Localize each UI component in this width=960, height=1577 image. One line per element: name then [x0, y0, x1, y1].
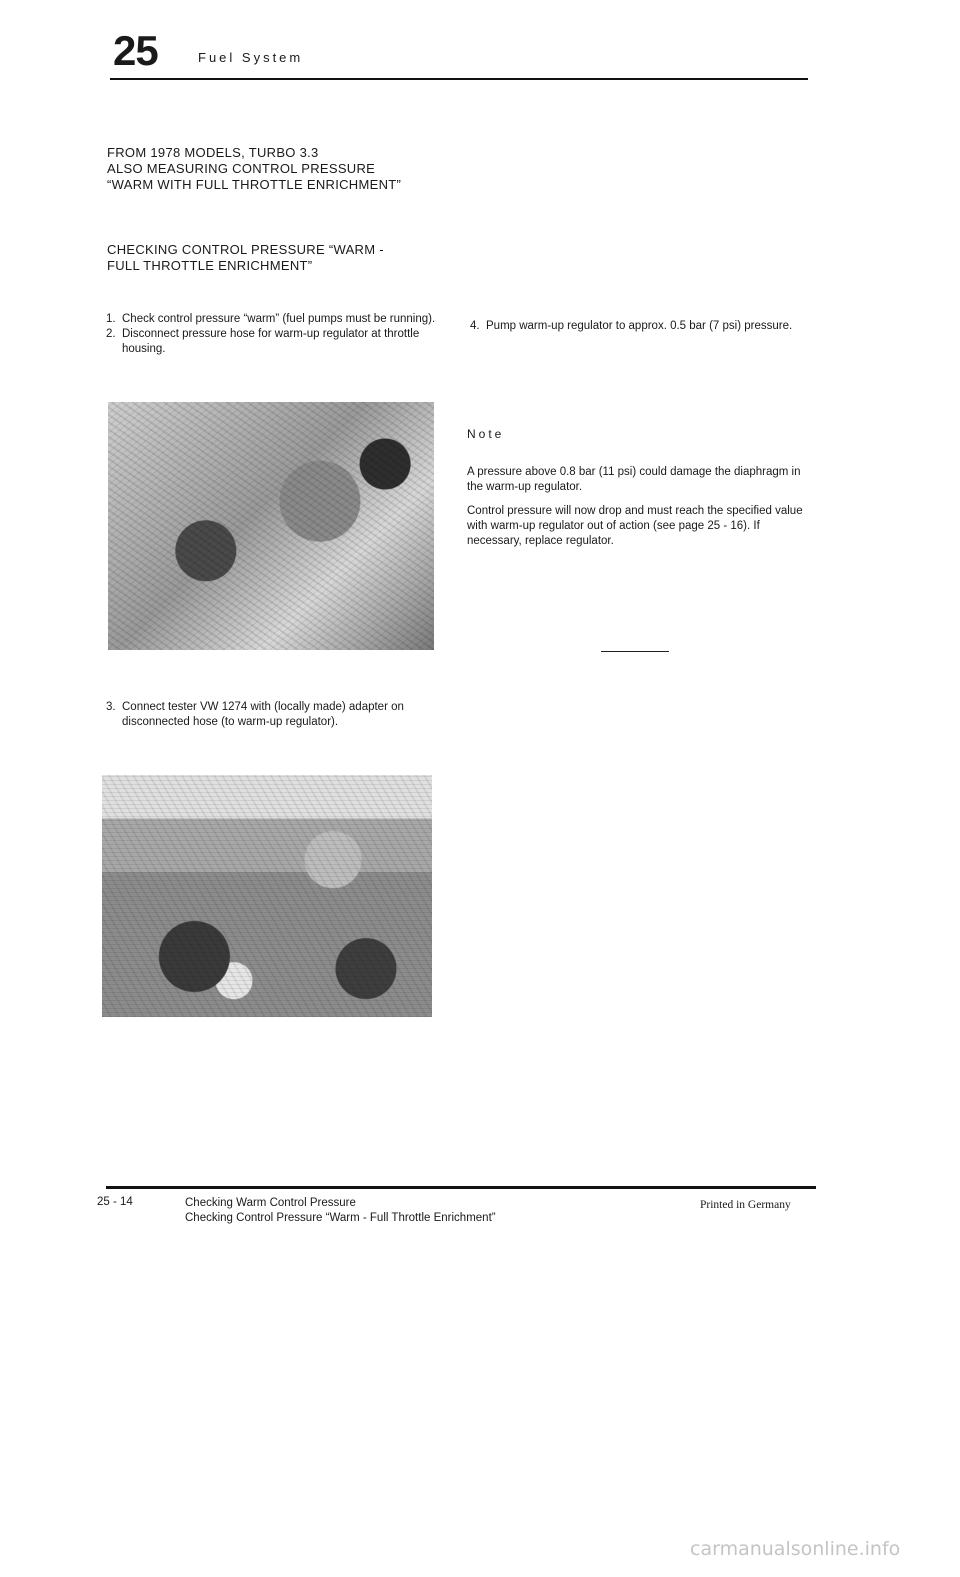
steps-4: [470, 319, 820, 334]
steps-1-2: [106, 312, 458, 357]
step-1: [106, 312, 458, 327]
step-text: Disconnect pressure hose for warm-up regulator at throttle housing.: [122, 328, 420, 355]
section-title: Fuel System: [198, 50, 304, 65]
note-paragraph-1: A pressure above 0.8 bar (11 psi) could damage the diaphragm in the warm-up regulator.: [467, 466, 801, 493]
intro-heading: [107, 145, 467, 193]
step-number: 4.: [470, 320, 480, 332]
step-4: [470, 319, 820, 334]
step-2: [106, 327, 458, 357]
intro-line-1: FROM 1978 MODELS, TURBO 3.3: [107, 145, 319, 160]
note-title: Note: [467, 427, 505, 441]
end-of-section-rule: [601, 651, 669, 652]
step-number: 1.: [106, 313, 116, 325]
footer-title-2: Checking Control Pressure “Warm - Full Throttle Enrichment”: [185, 1212, 496, 1224]
procedure-heading-line-1: CHECKING CONTROL PRESSURE “WARM -: [107, 242, 384, 257]
step-text: Check control pressure “warm” (fuel pumps must be running).: [122, 313, 436, 325]
watermark: carmanualsonline.info: [690, 1538, 901, 1560]
step-3: [106, 700, 458, 730]
step-text: Pump warm-up regulator to approx. 0.5 bar (7 psi) pressure.: [486, 320, 793, 332]
steps-3: [106, 700, 458, 730]
step-text: Connect tester VW 1274 with (locally made) adapter on disconnected hose (to warm-up regulator).: [122, 701, 404, 728]
step-number: 3.: [106, 701, 116, 713]
section-number: 25: [113, 27, 158, 74]
footer-title-1: Checking Warm Control Pressure: [185, 1197, 356, 1209]
page-number: 25 - 14: [97, 1196, 133, 1208]
printed-in-label: Printed in Germany: [700, 1199, 791, 1211]
note-paragraph-2: Control pressure will now drop and must reach the specified value with warm-up regulator out of action (see page 25 - 16). If necessary, replace regulator.: [467, 505, 803, 547]
intro-line-3: “WARM WITH FULL THROTTLE ENRICHMENT”: [107, 177, 402, 192]
engine-photo-tester-connected: [102, 775, 432, 1017]
header-rule: [110, 78, 808, 80]
procedure-heading: [107, 242, 467, 274]
footer-rule: [106, 1186, 816, 1189]
intro-line-2: ALSO MEASURING CONTROL PRESSURE: [107, 161, 376, 176]
step-number: 2.: [106, 328, 116, 340]
footer-titles: [185, 1196, 655, 1226]
procedure-heading-line-2: FULL THROTTLE ENRICHMENT”: [107, 258, 313, 273]
engine-photo-throttle-housing: [108, 402, 434, 650]
